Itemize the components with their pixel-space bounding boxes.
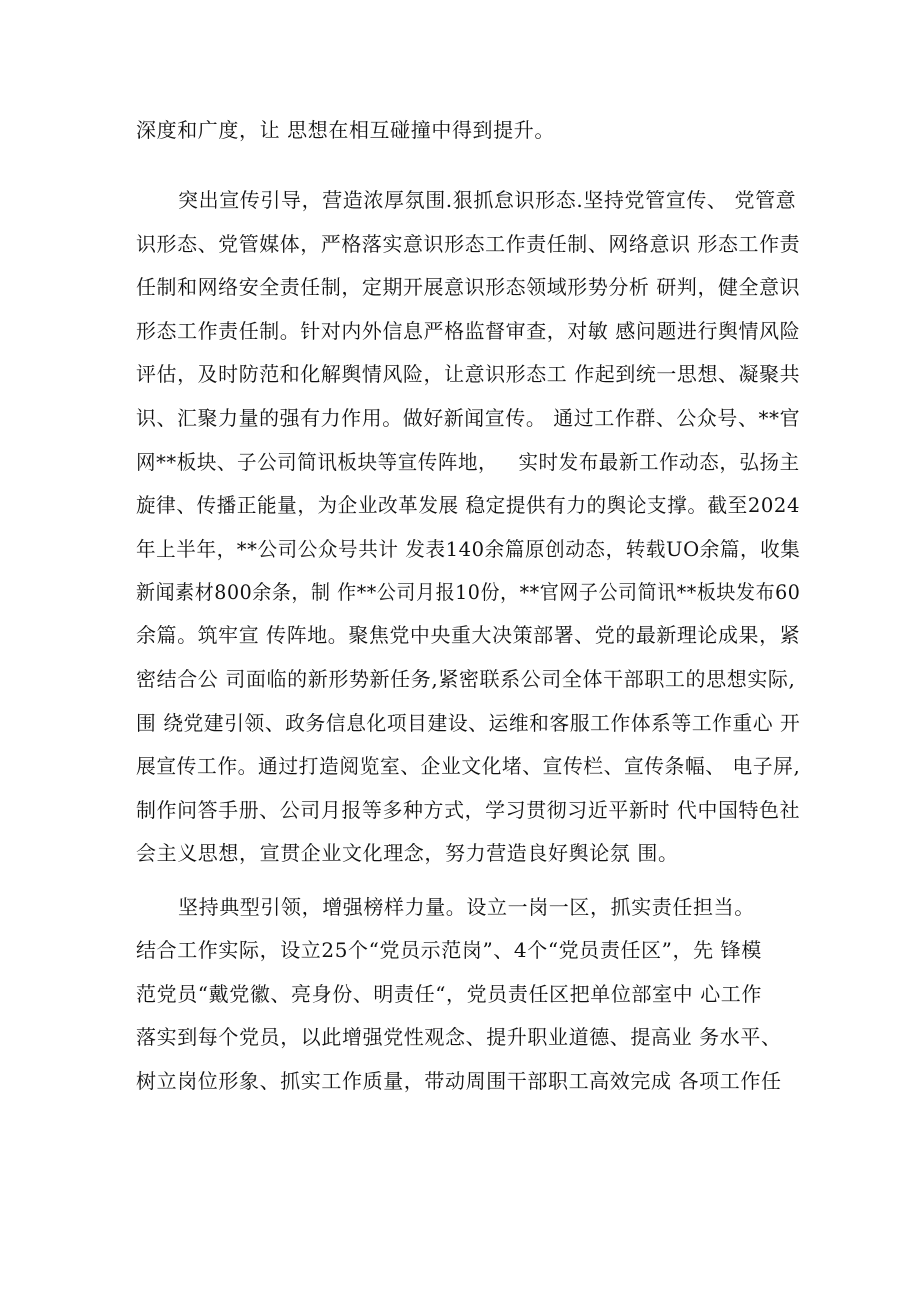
paragraph-line: 年上半年，**公司公众号共计 发表140余篇原创动态，转载UO余篇，收集 (136, 537, 801, 561)
paragraph-line: 密结合公 司面临的新形势新任务,紧密联系公司全体干部职工的思想实际, (136, 667, 796, 691)
paragraph-line: 展宣传工作。通过打造阅览室、企业文化堵、宣传栏、宣传条幅、 电子屏, (136, 754, 801, 778)
paragraph-line: 识形态、党管媒体，严格落实意识形态工作责任制、网络意识 形态工作责 (136, 232, 801, 256)
paragraph-line: 落实到每个党员，以此增强党性观念、提升职业道德、提高业 务水平、 (136, 1025, 782, 1049)
paragraph-line: 突出宣传引导，营造浓厚氛围.狠抓怠识形态.坚持党管宣传、 党管意 (178, 188, 797, 212)
paragraph-line: 识、汇聚力量的强有力作用。做好新闻宣传。 通过工作群、公众号、**官 (136, 406, 801, 430)
paragraph-line: 坚持典型引领，增强榜样力量。设立一岗一区，抓实责任担当。 (178, 895, 755, 919)
paragraph-line: 制作问答手册、公司月报等多种方式，学习贯彻习近平新时 代中国特色社 (136, 798, 801, 822)
paragraph-line: 旋律、传播正能量，为企业改革发展 稳定提供有力的舆论支撑。截至2024 (136, 493, 801, 517)
paragraph-line: 围 绕党建引领、政务信息化项目建设、运维和客服工作体系等工作重心 开 (136, 711, 801, 735)
paragraph-line: 网**板块、子公司简讯板块等宣传阵地， 实时发布最新工作动态，弘扬主 (136, 450, 800, 474)
paragraph-line: 任制和网络安全责任制，定期开展意识形态领域形势分析 研判，健全意识 (136, 275, 801, 299)
paragraph-line: 会主义思想，宣贯企业文化理念，努力营造良好舆论氛 围。 (136, 841, 679, 865)
paragraph-line: 结合工作实际，设立25个“党员示范岗”、4个“党员责任区”，先 锋模 (136, 938, 762, 962)
paragraph-line: 形态工作责任制。针对内外信息严格监督审查，对敏 感问题进行舆情风险 (136, 319, 801, 343)
paragraph-line: 评估，及时防范和化解舆情风险，让意识形态工 作起到统一思想、凝聚共 (136, 362, 801, 386)
paragraph-line: 树立岗位形象、抓实工作质量，带动周围干部职工高效完成 各项工作任 (136, 1069, 782, 1093)
paragraph-line: 余篇。筑牢宣 传阵地。聚焦党中央重大决策部署、党的最新理论成果，紧 (136, 623, 801, 647)
paragraph-line: 深度和广度，让 思想在相互碰撞中得到提升。 (136, 118, 555, 142)
paragraph-line: 新闻素材800余条，制 作**公司月报10份，**官网子公司简讯**板块发布60 (136, 580, 801, 604)
paragraph-line: 范党员“戴党徽、亮身份、明责任“，党员责任区把单位部室中 心工作 (136, 982, 763, 1006)
